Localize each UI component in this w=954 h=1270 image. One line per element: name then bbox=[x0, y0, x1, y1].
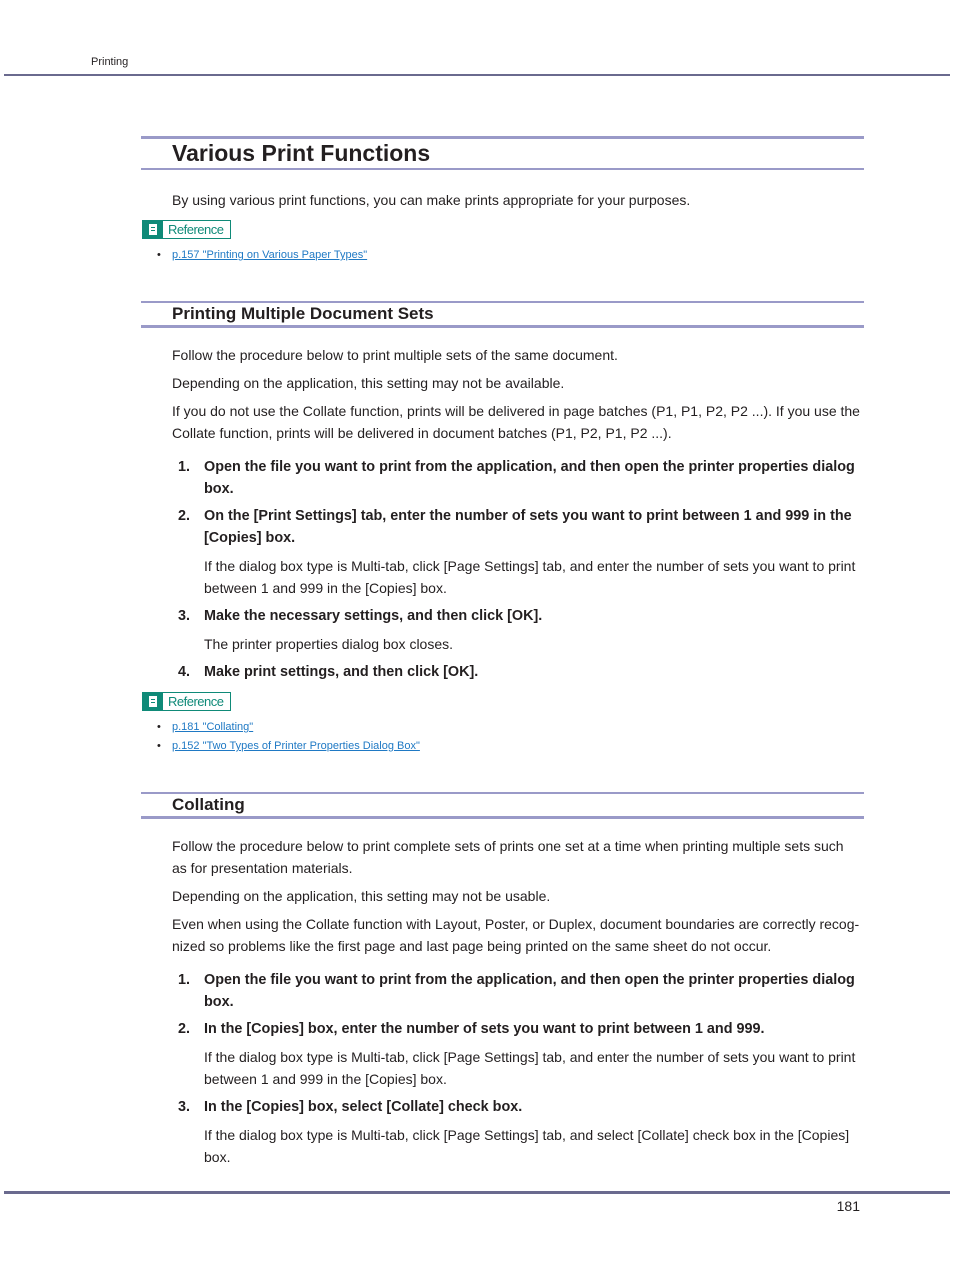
step-number: 2. bbox=[178, 1021, 191, 1037]
reference-badge bbox=[142, 692, 231, 711]
step-number: 2. bbox=[178, 508, 191, 524]
reference-icon bbox=[143, 221, 163, 238]
step-number: 3. bbox=[178, 608, 191, 624]
reference-badge bbox=[142, 220, 231, 239]
step-note: If the dialog box type is Multi-tab, click [Page Settings] tab, and select [Collate] check box in the [Copies] box. bbox=[204, 1127, 850, 1165]
step-text: In the [Copies] box, select [Collate] check box. bbox=[204, 1099, 523, 1115]
section-heading-banner bbox=[141, 301, 864, 328]
step-number: 1. bbox=[178, 972, 191, 988]
step-text: Open the file you want to print from the application, and then open the printer properties dialog box. bbox=[204, 459, 855, 497]
step-text: In the [Copies] box, enter the number of sets you want to print between 1 and 999. bbox=[204, 1021, 765, 1037]
paragraph: Even when using the Collate function with Layout, Poster, or Duplex, document boundaries are correctly recog-nized so problems like the first page and last page being printed on the same sheet do not occur. bbox=[172, 916, 860, 954]
step-text: Make print settings, and then click [OK]. bbox=[204, 664, 479, 680]
intro-paragraph: By using various print functions, you can make prints appropriate for your purposes. bbox=[172, 192, 691, 208]
title-banner bbox=[141, 136, 864, 170]
section-heading: Collating bbox=[172, 795, 245, 814]
reference-link[interactable]: p.157 "Printing on Various Paper Types" bbox=[172, 249, 368, 261]
step-text: Make the necessary settings, and then click [OK]. bbox=[204, 608, 543, 624]
footer-rule bbox=[4, 1191, 950, 1194]
header-rule bbox=[4, 74, 950, 76]
step-number: 1. bbox=[178, 459, 191, 475]
section-heading: Printing Multiple Document Sets bbox=[172, 304, 434, 323]
step-text: Open the file you want to print from the application, and then open the printer properties dialog box. bbox=[204, 972, 855, 1010]
reference-link[interactable]: p.181 "Collating" bbox=[172, 721, 254, 733]
paragraph: Depending on the application, this setting may not be usable. bbox=[172, 888, 551, 904]
step-note: If the dialog box type is Multi-tab, click [Page Settings] tab, and enter the number of sets you want to print between 1 and 999 in the [Copies] box. bbox=[204, 558, 856, 596]
step-number: 4. bbox=[178, 664, 191, 680]
paragraph: Follow the procedure below to print complete sets of prints one set at a time when printing multiple sets such as for presentation materials. bbox=[172, 838, 844, 876]
step-note: If the dialog box type is Multi-tab, click [Page Settings] tab, and enter the number of sets you want to print between 1 and 999 in the [Copies] box. bbox=[204, 1049, 856, 1087]
section-heading-banner bbox=[141, 792, 864, 819]
paragraph: Depending on the application, this setting may not be available. bbox=[172, 375, 565, 391]
reference-link[interactable]: p.152 "Two Types of Printer Properties Dialog Box" bbox=[172, 740, 420, 752]
paragraph: If you do not use the Collate function, prints will be delivered in page batches (P1, P1, P2, P2 ...). If you use the Collate function, prints will be delivered in document batches (P1, P2, P1, P2 ...). bbox=[172, 403, 860, 441]
step-text: On the [Print Settings] tab, enter the number of sets you want to print between 1 and 999 in the [Copies] box. bbox=[204, 508, 852, 546]
step-number: 3. bbox=[178, 1099, 191, 1115]
page-title: Various Print Functions bbox=[172, 140, 431, 166]
bullet-icon: • bbox=[157, 740, 161, 752]
reference-label: Reference bbox=[168, 222, 224, 237]
page-number: 181 bbox=[836, 1198, 860, 1214]
step-note: The printer properties dialog box closes. bbox=[204, 636, 454, 652]
bullet-icon: • bbox=[157, 249, 161, 261]
paragraph: Follow the procedure below to print multiple sets of the same document. bbox=[172, 347, 618, 363]
bullet-icon: • bbox=[157, 721, 161, 733]
reference-icon bbox=[143, 693, 163, 710]
reference-label: Reference bbox=[168, 694, 224, 709]
running-head: Printing bbox=[91, 56, 129, 68]
